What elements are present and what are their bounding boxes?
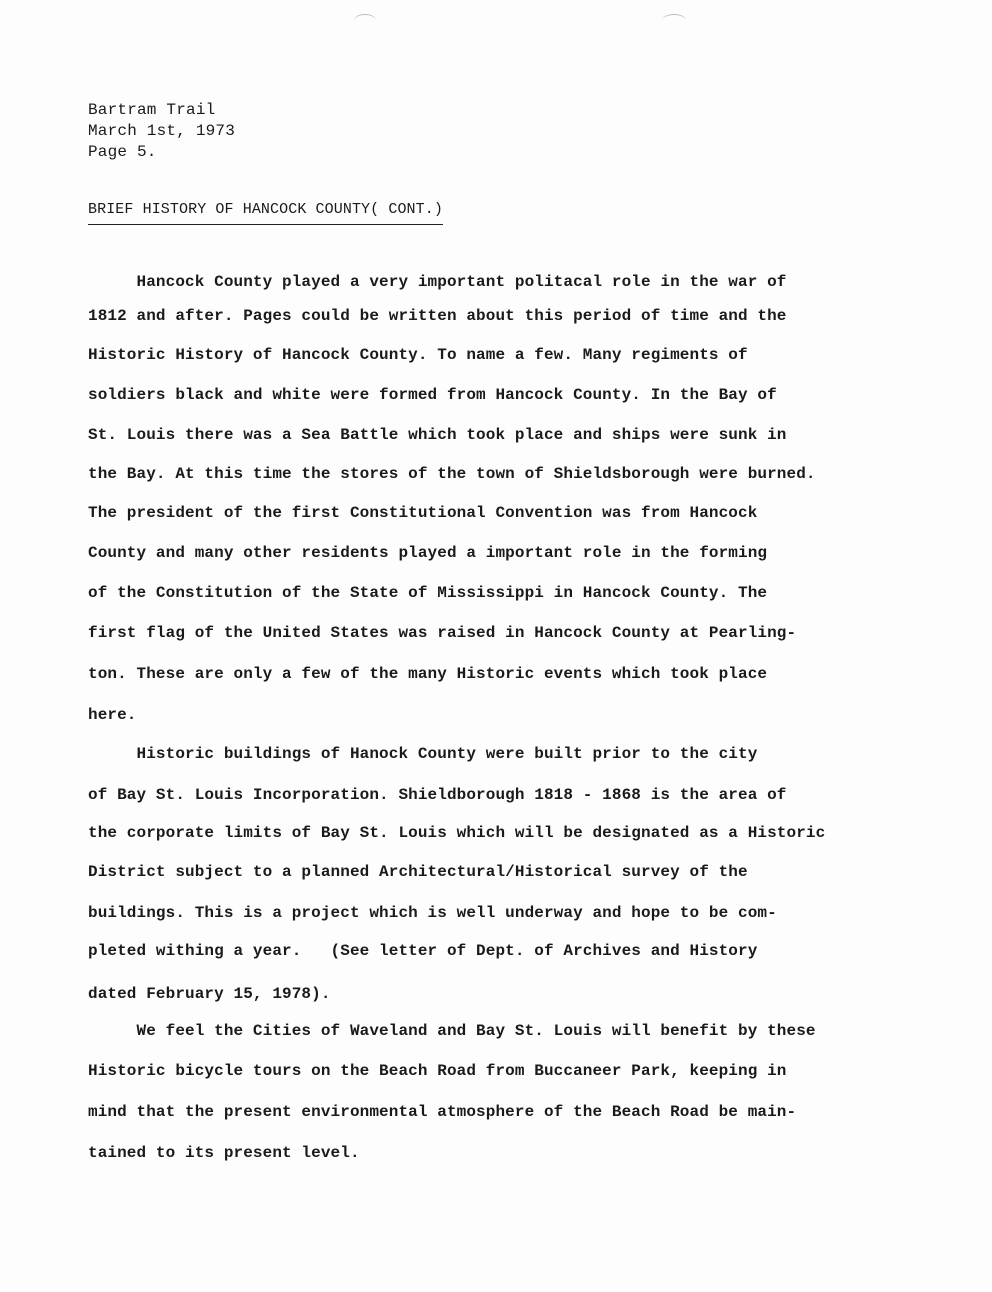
text-line: Historic History of Hancock County. To name a few. Many regiments of (88, 346, 748, 364)
text-line: pleted withing a year. (See letter of Dept. of Archives and History (88, 942, 758, 960)
paper-mark (354, 14, 376, 27)
text-line: the Bay. At this time the stores of the town of Shieldsborough were burned. (88, 465, 816, 483)
text-line: Hancock County played a very important politacal role in the war of (88, 273, 787, 291)
header-line: March 1st, 1973 (88, 122, 236, 140)
section-title: BRIEF HISTORY OF HANCOCK COUNTY( CONT.) (88, 200, 443, 225)
text-line: ton. These are only a few of the many Historic events which took place (88, 665, 768, 683)
text-line: buildings. This is a project which is well underway and hope to be com- (88, 904, 777, 922)
text-line: soldiers black and white were formed from Hancock County. In the Bay of (88, 386, 777, 404)
text-line: first flag of the United States was raised in Hancock County at Pearling- (88, 624, 797, 642)
text-line: here. (88, 706, 137, 724)
text-line: mind that the present environmental atmosphere of the Beach Road be main- (88, 1103, 797, 1121)
paper-mark (662, 14, 686, 27)
text-line: The president of the first Constitutional Convention was from Hancock (88, 504, 758, 522)
text-line: County and many other residents played a important role in the forming (88, 544, 768, 562)
text-line: 1812 and after. Pages could be written about this period of time and the (88, 307, 787, 325)
text-line: of the Constitution of the State of Mississippi in Hancock County. The (88, 584, 768, 602)
header-line: Bartram Trail (88, 101, 216, 119)
text-line: tained to its present level. (88, 1144, 360, 1162)
text-line: District subject to a planned Architectural/Historical survey of the (88, 863, 748, 881)
text-line: Historic bicycle tours on the Beach Road from Buccaneer Park, keeping in (88, 1062, 787, 1080)
text-line: St. Louis there was a Sea Battle which took place and ships were sunk in (88, 426, 787, 444)
letter-header (88, 100, 235, 163)
header-page-number: Page 5. (88, 143, 157, 161)
text-line: the corporate limits of Bay St. Louis which will be designated as a Historic (88, 824, 826, 842)
text-line: We feel the Cities of Waveland and Bay St. Louis will benefit by these (88, 1022, 816, 1040)
text-line: dated February 15, 1978). (88, 985, 331, 1003)
text-line: Historic buildings of Hanock County were built prior to the city (88, 745, 758, 763)
text-line: of Bay St. Louis Incorporation. Shieldborough 1818 - 1868 is the area of (88, 786, 787, 804)
